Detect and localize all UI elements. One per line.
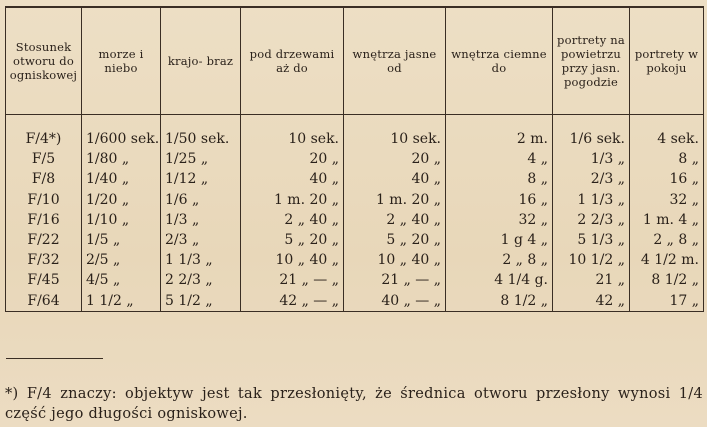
- table-row: [6, 230, 704, 250]
- exposure-table: [5, 6, 704, 312]
- cell: 20 „: [241, 149, 344, 169]
- cell: 10 sek.: [344, 129, 446, 149]
- cell: 42 „ — „: [241, 291, 344, 312]
- col-header-indoor-portraits: portrety w pokoju: [630, 7, 704, 115]
- cell: 40 „: [241, 169, 344, 189]
- footnote-divider: [6, 358, 103, 359]
- cell: 1 g 4 „: [446, 230, 553, 250]
- cell: 4 1/4 g.: [446, 270, 553, 290]
- cell: 1/5 „: [82, 230, 161, 250]
- cell: 4 „: [446, 149, 553, 169]
- cell: 1 1/2 „: [82, 291, 161, 312]
- cell: 1/20 „: [82, 190, 161, 210]
- cell: 5 „ 20 „: [344, 230, 446, 250]
- cell-aperture: F/10: [6, 190, 82, 210]
- cell: 1 m. 4 „: [630, 210, 704, 230]
- col-header-sea-sky: morze i niebo: [82, 7, 161, 115]
- cell: 1/80 „: [82, 149, 161, 169]
- cell: 1 1/3 „: [553, 190, 630, 210]
- cell-aperture: F/32: [6, 250, 82, 270]
- cell: 2 „ 40 „: [344, 210, 446, 230]
- cell: 5 „ 20 „: [241, 230, 344, 250]
- cell-aperture: F/16: [6, 210, 82, 230]
- cell: 1 m. 20 „: [241, 190, 344, 210]
- cell: 1/3 „: [161, 210, 241, 230]
- table-row: [6, 270, 704, 290]
- cell-aperture: F/8: [6, 169, 82, 189]
- cell-aperture: F/4*): [6, 129, 82, 149]
- col-header-aperture: Stosunek otworu do ogniskowej: [6, 7, 82, 115]
- cell: 42 „: [553, 291, 630, 312]
- cell: 1 1/3 „: [161, 250, 241, 270]
- col-header-dark-interiors: wnętrza ciemne do: [446, 7, 553, 115]
- col-header-bright-interiors: wnętrza jasne od: [344, 7, 446, 115]
- cell: 16 „: [630, 169, 704, 189]
- table-row: [6, 169, 704, 189]
- cell: 4 sek.: [630, 129, 704, 149]
- header-row: [6, 7, 704, 115]
- cell: 21 „ — „: [241, 270, 344, 290]
- cell: 21 „ — „: [344, 270, 446, 290]
- footnote: *) F/4 znaczy: objektyw jest tak przesłonięty, że średnica otworu przesłony wynosi 1/4 część jego długości ogniskowej.: [5, 386, 703, 422]
- cell: 1/25 „: [161, 149, 241, 169]
- cell: 1/6 sek.: [553, 129, 630, 149]
- cell: 1/6 „: [161, 190, 241, 210]
- spacer-row: [6, 115, 704, 130]
- cell-aperture: F/64: [6, 291, 82, 312]
- table-row: [6, 210, 704, 230]
- cell: 10 „ 40 „: [241, 250, 344, 270]
- cell: 5 1/2 „: [161, 291, 241, 312]
- cell: 8 1/2 „: [630, 270, 704, 290]
- col-header-under-trees: pod drzewami aż do: [241, 7, 344, 115]
- cell: 4 1/2 m.: [630, 250, 704, 270]
- cell: 1/12 „: [161, 169, 241, 189]
- cell: 17 „: [630, 291, 704, 312]
- cell: 2 „ 40 „: [241, 210, 344, 230]
- col-header-landscape: krajo- braz: [161, 7, 241, 115]
- cell: 40 „: [344, 169, 446, 189]
- cell: 8 „: [630, 149, 704, 169]
- cell-aperture: F/22: [6, 230, 82, 250]
- cell-aperture: F/45: [6, 270, 82, 290]
- cell: 1/40 „: [82, 169, 161, 189]
- cell: 1/600 sek.: [82, 129, 161, 149]
- cell: 2 2/3 „: [553, 210, 630, 230]
- cell: 8 „: [446, 169, 553, 189]
- cell: 2 2/3 „: [161, 270, 241, 290]
- cell-aperture: F/5: [6, 149, 82, 169]
- cell: 32 „: [446, 210, 553, 230]
- cell: 10 „ 40 „: [344, 250, 446, 270]
- table-row: [6, 250, 704, 270]
- cell: 8 1/2 „: [446, 291, 553, 312]
- cell: 2/3 „: [161, 230, 241, 250]
- cell: 10 1/2 „: [553, 250, 630, 270]
- cell: 2 „ 8 „: [446, 250, 553, 270]
- cell: 2/3 „: [553, 169, 630, 189]
- table-row: [6, 129, 704, 149]
- cell: 5 1/3 „: [553, 230, 630, 250]
- cell: 1/3 „: [553, 149, 630, 169]
- cell: 4/5 „: [82, 270, 161, 290]
- cell: 1 m. 20 „: [344, 190, 446, 210]
- cell: 20 „: [344, 149, 446, 169]
- cell: 2 m.: [446, 129, 553, 149]
- cell: 2 „ 8 „: [630, 230, 704, 250]
- table-row: [6, 291, 704, 312]
- table-row: [6, 149, 704, 169]
- table-row: [6, 190, 704, 210]
- col-header-outdoor-portraits: portrety na powietrzu przy jasn. pogodzie: [553, 7, 630, 115]
- cell: 1/50 sek.: [161, 129, 241, 149]
- cell: 32 „: [630, 190, 704, 210]
- cell: 1/10 „: [82, 210, 161, 230]
- cell: 10 sek.: [241, 129, 344, 149]
- cell: 2/5 „: [82, 250, 161, 270]
- cell: 40 „ — „: [344, 291, 446, 312]
- cell: 21 „: [553, 270, 630, 290]
- cell: 16 „: [446, 190, 553, 210]
